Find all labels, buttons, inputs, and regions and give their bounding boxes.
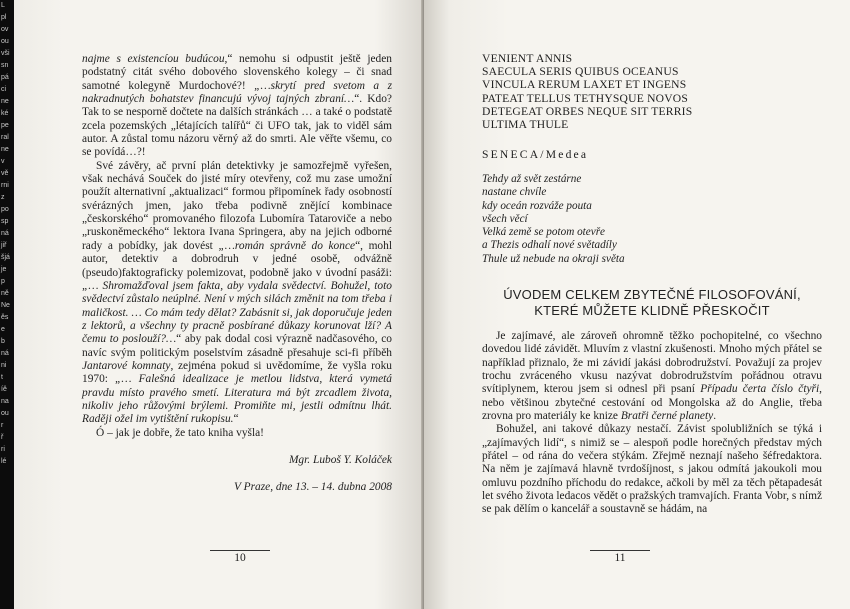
latin-line: SAECULA SERIS QUIBUS OCEANUS [482, 65, 679, 79]
edge-fragment: ov [1, 26, 9, 33]
epigraph-author: SENECA/Medea [482, 148, 589, 161]
latin-line: VENIENT ANNIS [482, 52, 573, 65]
edge-fragment: ne [1, 98, 9, 105]
text-run: “ aby pak dodal cosi výrazně nadčasového, co navíc svým politickým poselstvím zásadně přesahuje sci-fi příběh [82, 333, 392, 359]
edge-fragment: ná [1, 230, 9, 237]
edge-fragment: vě [1, 170, 9, 177]
right-page-text [482, 330, 822, 517]
poem-line: Thule už nebude na okraji světa [482, 252, 625, 265]
section-heading [480, 287, 824, 319]
edge-fragment: ké [1, 110, 9, 117]
edge-fragment: rni [1, 182, 9, 189]
edge-fragment: sp [1, 218, 9, 225]
edge-fragment: e [1, 326, 5, 333]
latin-line: VINCULA RERUM LAXET ET INGENS [482, 78, 687, 92]
paragraph [82, 53, 392, 160]
paragraph [82, 427, 392, 440]
edge-fragment: b [1, 338, 5, 345]
poem-line: a Thezis odhalí nové světadíly [482, 239, 617, 252]
text-run: Bohužel, ani takové důkazy nestačí. Závist spolubližních se týká i „zajímavých lidí“, s nimiž se – alespoň podle horečných představ mých přátel – od rána do večera stýkám. Zřejmě neznají našeho šéfredaktora. Na něm je zajímavá hlavně tvrdošíjnost, s jakou odmítá jakoukoli mou omluvu pozdního příchodu do redakce, ačkoli by měl za těch pětapadesát let svého života ledacos vědět o pražských tramvajích. Franta Vobr, s nímž se pak dělím o kancelář a soustavně se hádám, na [482, 423, 822, 516]
paragraph [482, 423, 822, 516]
italic-run: „…skrytí pred svetom a z nakradnutých bohatstev financujú vývoj tajných zbraní… [82, 79, 393, 106]
edge-fragment: z [1, 194, 5, 201]
edge-fragment: ne [1, 146, 9, 153]
latin-line: PATEAT TELLUS TETHYSQUE NOVOS [482, 91, 689, 105]
italic-run: „… Shromažďoval jsem fakta, aby vydala svědectví. Bohužel, toto svědectví zůstalo neúplné. Není v mých silách změnit na tom třeba i maličkost. … Co mám tedy dělat? Zabásnit si, jak doporučuje jeden z lektorů, a všechny ty pracně posbírané důkazy korunovat lží? A čemu to poslouží?… [82, 279, 392, 346]
latin-epigraph [482, 52, 822, 131]
edge-fragment: ni [1, 362, 7, 369]
text-run: Své závěry, ač první plán detektivky je samozřejmě vyřešen, však nechává Souček do jisté míry otevřeny, což mu zase umožní použít alternativní „aktualizaci“ formou připomínek řady osobností svérázných jmen, jako třeba podivně znějící kombinace „českorského“ promovaného filozofa Lubomíra Tataroviče a nebo „ruskoněmeckého“ lektora Ivana Springera, aby na jejich odborné rady a pobídky, jak dovést [82, 159, 392, 252]
paragraph [482, 330, 822, 423]
edge-fragment: na [1, 398, 9, 405]
left-page [14, 0, 424, 609]
italic-run: „…román správně do konce [218, 239, 356, 252]
italic-run: Jantarové komnaty [82, 359, 171, 372]
edge-fragment: ri [1, 446, 5, 453]
paragraph [82, 160, 392, 427]
text-run: Ó – jak je dobře, že tato kniha vyšla! [96, 426, 264, 439]
adjacent-page-edge [0, 0, 14, 609]
heading-line: KTERÉ MŮŽETE KLIDNĚ PŘESKOČIT [534, 303, 770, 318]
poem-line: Velká země se potom otevře [482, 226, 606, 239]
edge-fragment: pe [1, 122, 9, 129]
edge-fragment: šjá [1, 254, 10, 261]
edge-fragment: jiř [1, 242, 7, 249]
text-run: “ [233, 413, 239, 426]
signature-name: Mgr. Luboš Y. Koláček [288, 453, 392, 466]
edge-fragment: pl [1, 14, 7, 21]
edge-fragment: L [1, 2, 5, 9]
italic-run: najme s existencíou budúcou, [82, 53, 228, 65]
text-run: “. Kdo? Tak to se nesporně dočtete na dalších stránkách … a také o podstatě zcela pozemských „létajících talířů“ či UFO tak, jak to viděl sám autor. A zůstal tomu názoru věrný až do smrti. Ale věřte všemu, co se povídá…?! [82, 93, 392, 159]
poem-line: Tehdy až svět zestárne [482, 173, 582, 185]
text-run: . [713, 410, 717, 423]
edge-fragment: r [1, 422, 4, 429]
edge-fragment: ř [1, 434, 4, 441]
edge-fragment: pá [1, 74, 9, 81]
edge-fragment: Ne [1, 302, 10, 309]
right-page [424, 0, 850, 609]
edge-fragment: je [1, 266, 7, 273]
edge-fragment: ná [1, 350, 9, 357]
poem-line: všech věcí [482, 212, 528, 225]
edge-fragment: po [1, 206, 9, 213]
text-run: Je zajímavé, ale zároveň ohromně těžko pochopitelné, co všechno dovedou lidé závidět. Mluvím z vlastní zkušenosti. Mnoho mých přátel se například přiznalo, že mi závidí jakási dobrodružství. Považují za projev trochu zvráceného vkusu nazývat dobrodružstvím pořádnou otravu svítiplynem, kterou jsem si odnesl při psaní [482, 330, 822, 396]
edge-fragment: p [1, 278, 5, 285]
latin-line: ULTIMA THULE [482, 118, 569, 132]
edge-fragment: ou [1, 410, 9, 417]
czech-translation [482, 173, 822, 266]
text-run: , zejména pokud si uvědomíme, že vyšla roku 1970: [82, 359, 392, 386]
edge-fragment: íě [1, 386, 7, 393]
poem-line: nastane chvíle [482, 186, 547, 199]
text-run: “, mohl autor, detektiv a dobrodruh v jedné osobě, odvážně (pseudo)faktograficky polemizovat, podobně jako v úvodní pasáži: [82, 239, 392, 279]
left-page-text [82, 53, 392, 495]
signature-date: V Praze, dne 13. – 14. dubna 2008 [234, 481, 392, 494]
edge-fragment: vši [1, 50, 10, 57]
page-number-right: 11 [590, 550, 650, 564]
edge-fragment: ěs [1, 314, 9, 321]
edge-fragment: ou [1, 38, 9, 45]
edge-fragment: ně [1, 290, 9, 297]
heading-line: ÚVODEM CELKEM ZBYTEČNÉ FILOSOFOVÁNÍ, [503, 287, 801, 302]
text-run: “ nemohu si odpustit ještě jeden podstatný citát svého dobového slovenského kolegy – či snad samotné kolegyně Murdochové?! [82, 53, 392, 92]
italic-run: Případu čertа číslo čtyři [700, 383, 820, 396]
italic-run: Bratři černé planety [620, 410, 714, 423]
text-run: , nebo většinou zbytečné cestování od Mongolska až do Anglie, třeba zrovna pro materiály ke knize [482, 383, 823, 423]
edge-fragment: sn [1, 62, 9, 69]
page-number-left: 10 [210, 550, 270, 564]
italic-run: „… Falešná idealizace je metlou lidstva, která vymetá pravdu místo pravého smetí. Literatura má být zrcadlem života, nikoliv jeho růžovými brýlemi. Promiňte mi, jestli odmítnu lhát. Raději ožel im vytištění rukopisu. [82, 373, 393, 426]
edge-fragment: ral [1, 134, 9, 141]
edge-fragment: ci [1, 86, 7, 93]
edge-fragment: t [1, 374, 3, 381]
edge-fragment: v [1, 158, 5, 165]
poem-line: kdy oceán rozváže pouta [482, 199, 592, 212]
edge-fragment: lé [1, 458, 7, 465]
latin-line: DETEGEAT ORBES NEQUE SIT TERRIS [482, 104, 693, 118]
